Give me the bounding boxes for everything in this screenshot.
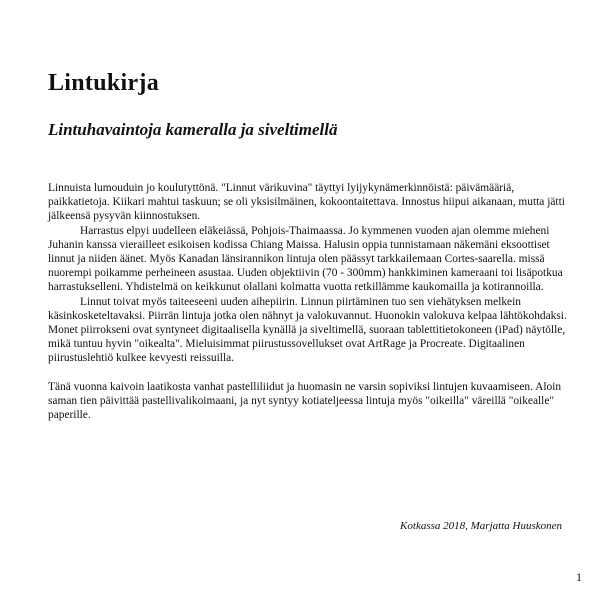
page-subtitle: Lintuhavaintoja kameralla ja siveltimellä	[48, 120, 338, 139]
paragraph-1: Linnuista lumouduin jo koulutyttönä. "Linnut värikuvina" täyttyi lyijykynämerkinnöistä: päivämääriä, paikkatietoja. Kiikari mahtui taskuun; se oli yksisilmäinen, kokoontaitettava. Innostus hiipui aikanaan, mutta jätti jälkeensä pysyvän kiinnostuksen.	[48, 182, 565, 223]
paragraph-3: Linnut toivat myös taiteeseeni uuden aihepiirin. Linnun piirtäminen tuo sen viehätyksen melkein käsinkosketeltavaksi. Piirrän lintuja jotka olen nähnyt ja valokuvannut. Huonokin valokuva kelpaa lähtökohdaksi. Monet piirrokseni ovat syntyneet digitaalisella kynällä ja siveltimellä, suoraan tablettitietokoneen (iPad) näytölle, mikä tuntuu hyvin "oikealta". Mieluisimmat piirustussovellukset ovat ArtRage ja Procreate. Digitaalinen piirustuslehtiö kulkee kevyesti reissuilla.	[48, 295, 567, 365]
signature-line: Kotkassa 2018, Marjatta Huuskonen	[400, 520, 562, 532]
paragraph-4: Tänä vuonna kaivoin laatikosta vanhat pastelliliidut ja huomasin ne varsin sopiviksi lintujen kuvaamiseen. Aloin saman tien päivittää pastellivalikoimaani, ja nyt syntyy kotiateljeessa lintuja myös "oikeilla" väreillä "oikealle" paperille.	[48, 380, 562, 422]
page-title: Lintukirja	[48, 70, 160, 96]
page-number: 1	[576, 570, 582, 584]
body-text	[48, 181, 578, 422]
paragraph-2: Harrastus elpyi uudelleen eläkeiässä, Pohjois-Thaimaassa. Jo kymmenen vuoden ajan olemme mieheni Juhanin kanssa vierailleet esikoisen kodissa Chiang Maissa. Halusin oppia tunnistamaan näkemäni eksoottiset linnut ja niiden äänet. Myös Kanadan länsirannikon lintuja olen päässyt tarkkailemaan Cortes-saarella. missä nuorempi poikamme perheineen asustaa. Uuden objektiivin (70 - 300mm) hankkiminen kameraani toi lisäpotkua harrastukselleni. Yhdistelmä on keikkunut olallani kolmatta vuotta retkillämme kaukomailla ja kotirannoilla.	[48, 224, 563, 294]
